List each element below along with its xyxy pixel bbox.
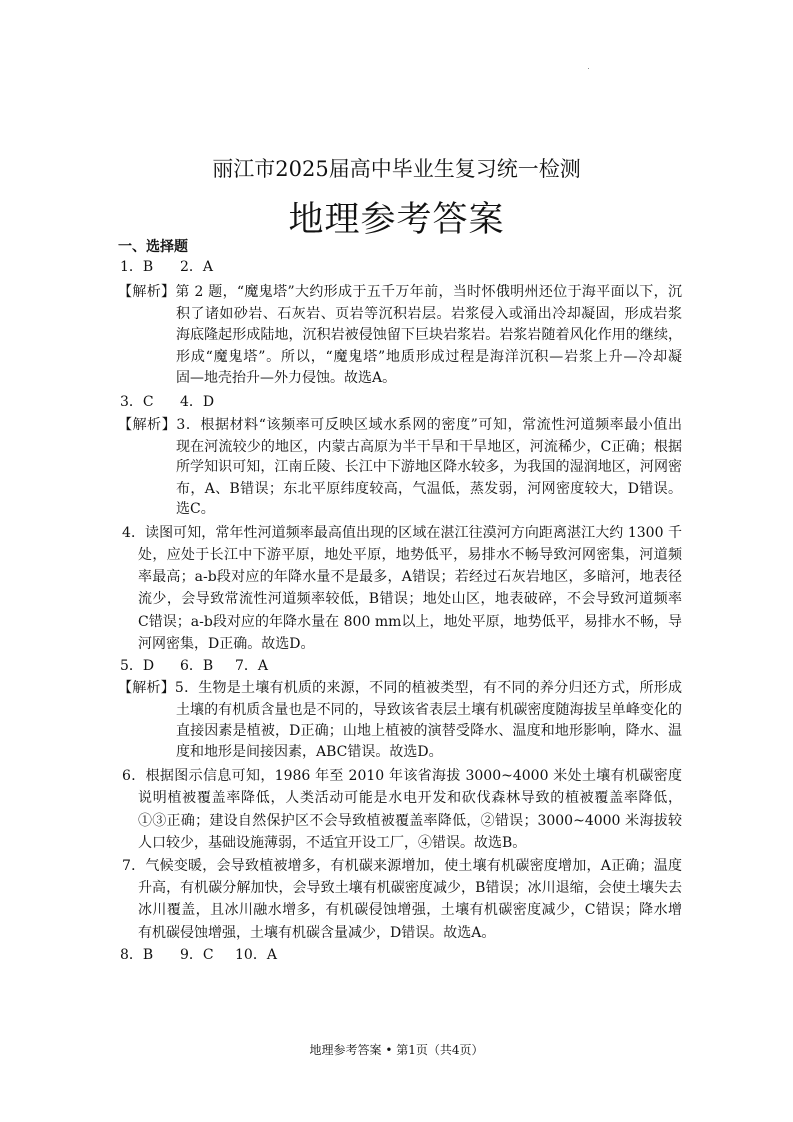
answer-key-item: 5．D — [120, 658, 155, 674]
answer-key-item: 7．A — [235, 658, 269, 674]
analysis-q1-2-line: 形成“魔鬼塔”。所以，“魔鬼塔”地质形成过程是海洋沉积—岩浆上升—冷却凝 — [176, 349, 682, 365]
analysis-q5-line: 土壤的有机质含量也是不同的，导致该省表层土壤有机碳密度随海拔呈单峰变化的 — [176, 702, 682, 718]
answer-key-item: 8．B — [120, 947, 154, 963]
analysis-q1-2-line: 积了诸如砂岩、石灰岩、页岩等沉积岩层。岩浆侵入或涌出冷却凝固，形成岩浆 — [176, 306, 682, 322]
analysis-q3-line: 布，A、B错误；东北平原纬度较高，气温低，蒸发弱，河网密度较大，D错误。 — [176, 481, 682, 497]
analysis-q3-line: 选C。 — [176, 501, 215, 517]
analysis-q5-line: 【解析】5．生物是土壤有机质的来源，不同的植被类型，有不同的养分归还方式，所形成 — [118, 680, 682, 696]
answer-key-item: 9．C — [180, 947, 214, 963]
answer-key-item: 10．A — [235, 947, 277, 963]
answer-key-item: 4．D — [180, 394, 215, 410]
analysis-q4-line: 4．读图可知，常年性河道频率最高值出现的区域在湛江往漠河方向距离湛江大约 1300 千 — [122, 525, 682, 541]
analysis-q4-line: 河网密集，D正确。故选D。 — [138, 636, 315, 652]
analysis-q6-line: 说明植被覆盖率降低，人类活动可能是水电开发和砍伐森林导致的植被覆盖率降低， — [138, 790, 682, 806]
analysis-q1-2-line: 固—地壳抬升—外力侵蚀。故选A。 — [176, 370, 397, 386]
analysis-q4-line: C错误；a-b段对应的年降水量在 800 mm以上，地处平原，地势低平，易排水不畅，导 — [138, 614, 682, 630]
analysis-q4-line: 率最高；a-b段对应的年降水量不是最多，A错误；若经过石灰岩地区，多暗河，地表径 — [138, 569, 682, 585]
analysis-q3-line: 现在河流较少的地区，内蒙古高原为半干旱和干旱地区，河流稀少，C正确；根据 — [176, 439, 682, 455]
analysis-q7-line: 7．气候变暖，会导致植被增多，有机碳来源增加，使土壤有机碳密度增加，A正确；温度 — [122, 858, 682, 874]
analysis-q3-line: 所学知识可知，江南丘陵、长江中下游地区降水较多，为我国的湿润地区，河网密 — [176, 459, 682, 475]
exam-title: 丽江市2025届高中毕业生复习统一检测 — [212, 157, 581, 181]
analysis-q7-line: 有机碳侵蚀增强，土壤有机碳含量减少，D错误。故选A。 — [138, 925, 496, 941]
analysis-q6-line: 人口较少，基础设施薄弱，不适宜开设工厂，④错误。故选B。 — [138, 835, 527, 851]
analysis-q4-line: 处，应处于长江中下游平原，地处平原，地势低平，易排水不畅导致河网密集，河道频 — [138, 547, 682, 563]
answer-key-item: 1．B — [120, 259, 154, 275]
analysis-q6-line: 6．根据图示信息可知，1986 年至 2010 年该省海拔 3000~4000 米处土壤有机碳密度 — [122, 768, 682, 784]
page-footer: 地理参考答案 • 第1页（共4页） — [309, 1043, 484, 1057]
analysis-q7-line: 冰川覆盖，且冰川融水增多，有机碳侵蚀增强，土壤有机碳密度减少，C错误；降水增 — [138, 902, 682, 918]
answer-key-item: 3．C — [120, 394, 154, 410]
answer-key-item: 6．B — [180, 658, 214, 674]
analysis-q1-2-line: 海底隆起形成陆地，沉积岩被侵蚀留下巨块岩浆岩。岩浆岩随着风化作用的继续， — [176, 327, 682, 343]
scan-speck — [588, 68, 589, 69]
analysis-q5-line: 直接因素是植被，D正确；山地上植被的演替受降水、温度和地形影响，降水、温 — [176, 723, 682, 739]
analysis-q4-line: 流少，会导致常流性河道频率较低，B错误；地处山区，地表破碎，不会导致河道频率 — [138, 591, 682, 607]
analysis-q6-line: ①③正确；建设自然保护区不会导致植被覆盖率降低，②错误；3000~4000 米海拔较 — [138, 813, 682, 829]
analysis-q1-2-line: 【解析】第 2 题，“魔鬼塔”大约形成于五千万年前，当时怀俄明州还位于海平面以下，沉 — [118, 284, 682, 300]
section-heading: 一、选择题 — [118, 239, 188, 255]
analysis-q3-line: 【解析】3．根据材料“该频率可反映区域水系网的密度”可知，常流性河道频率最小值出 — [118, 417, 682, 433]
answer-key-item: 2．A — [180, 259, 214, 275]
analysis-q7-line: 升高，有机碳分解加快，会导致土壤有机碳密度减少，B错误；冰川退缩，会使土壤失去 — [138, 880, 682, 896]
analysis-q5-line: 度和地形是间接因素，ABC错误。故选D。 — [176, 744, 443, 760]
document-title: 地理参考答案 — [288, 200, 505, 240]
